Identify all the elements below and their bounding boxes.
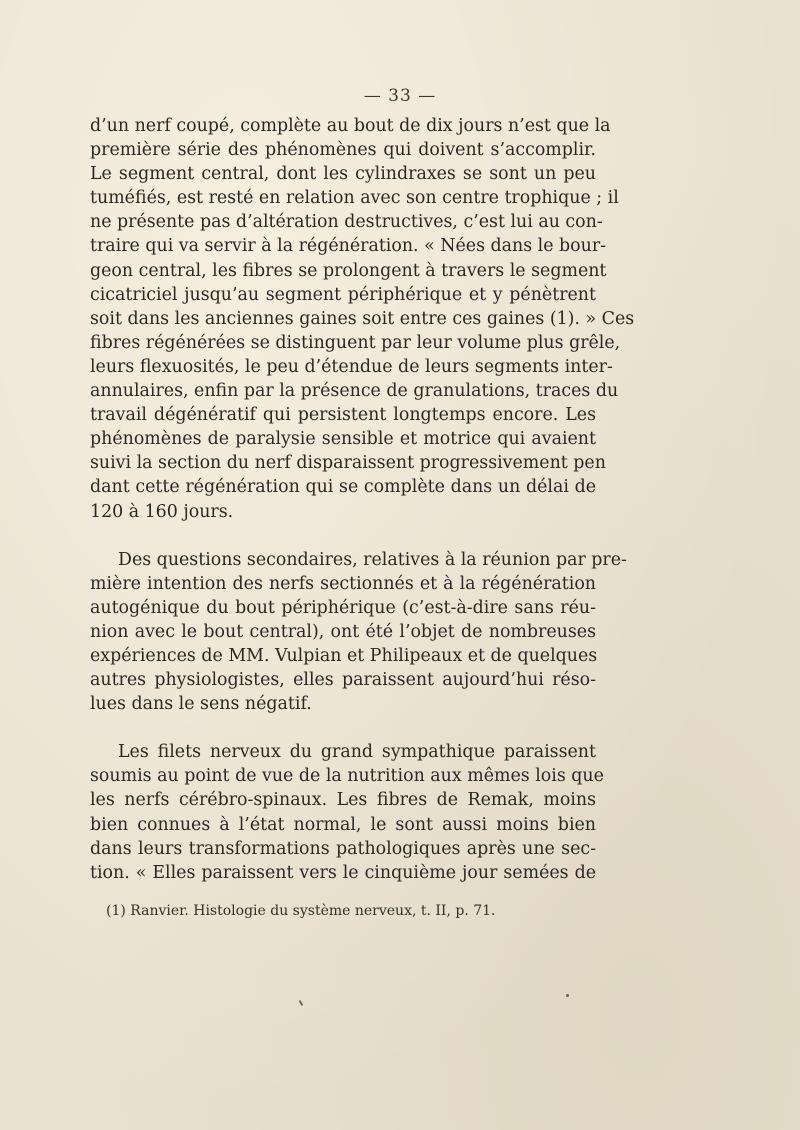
paragraph-3 [90, 740, 604, 885]
text-line: 120 à 160 jours. [90, 501, 234, 522]
text-line: d’un nerf coupé, complète au bout de dix jours n’est que la [90, 116, 611, 136]
text-line: geon central, les fibres se prolongent à travers le segment [90, 260, 607, 281]
text-line: suivi la section du nerf disparaissent progressivement pen [90, 453, 606, 474]
text-line: lues dans le sens négatif. [90, 694, 312, 715]
paper-speck [566, 994, 569, 997]
text-line: autres physiologistes, elles paraissent aujourd’hui réso- [90, 670, 596, 691]
text-line: nion avec le bout central), ont été l’objet de nombreuses [90, 621, 596, 642]
text-line: Le segment central, dont les cylindraxes se sont un peu [90, 164, 596, 185]
text-line: autogénique du bout périphérique (c’est-à-dire sans réu- [90, 597, 596, 618]
text-line: cicatriciel jusqu’au segment périphérique et y pénètrent [90, 284, 596, 305]
paragraph-2 [90, 548, 627, 717]
text-line: ne présente pas d’altération destructives, c’est lui au con- [90, 212, 603, 233]
text-line: tion. « Elles paraissent vers le cinquième jour semées de [90, 862, 596, 883]
text-line: travail dégénératif qui persistent longtemps encore. Les [90, 405, 596, 426]
text-line: Les filets nerveux du grand sympathique paraissent [118, 742, 596, 763]
body-text [90, 114, 635, 885]
text-line: les nerfs cérébro-spinaux. Les fibres de Remak, moins [90, 790, 596, 811]
text-line: fibres régénérées se distinguent par leur volume plus grêle, [90, 332, 621, 353]
footnote: (1) Ranvier. Histologie du système nerveux, t. II, p. 71. [106, 903, 496, 919]
text-line: phénomènes de paralysie sensible et motrice qui avaient [90, 429, 596, 450]
text-line: mière intention des nerfs sectionnés et à la régénération [90, 573, 596, 594]
paragraph-1 [90, 114, 635, 524]
text-line: première série des phénomènes qui doivent s’accomplir. [90, 140, 596, 161]
text-line: expériences de MM. Vulpian et Philipeaux et de quelques [90, 645, 598, 666]
text-line: tuméfiés, est resté en relation avec son centre trophique ; il [90, 188, 619, 209]
text-line: dans leurs transformations pathologiques après une sec- [90, 838, 596, 859]
text-line: dant cette régénération qui se complète dans un délai de [90, 477, 596, 498]
text-line: Des questions secondaires, relatives à la réunion par pre- [118, 549, 627, 570]
text-line: soit dans les anciennes gaines soit entre ces gaines (1). » Ces [90, 308, 635, 329]
text-line: traire qui va servir à la régénération. « Nées dans le bour- [90, 236, 607, 257]
text-line: leurs flexuosités, le peu d’étendue de leurs segments inter- [90, 356, 613, 377]
text-line: soumis au point de vue de la nutrition aux mêmes lois que [90, 766, 604, 787]
paper-speck [299, 1000, 304, 1006]
text-line: annulaires, enfin par la présence de granulations, traces du [90, 381, 619, 402]
page-number: — 33 — [363, 86, 437, 106]
text-line: bien connues à l’état normal, le sont aussi moins bien [90, 814, 596, 835]
